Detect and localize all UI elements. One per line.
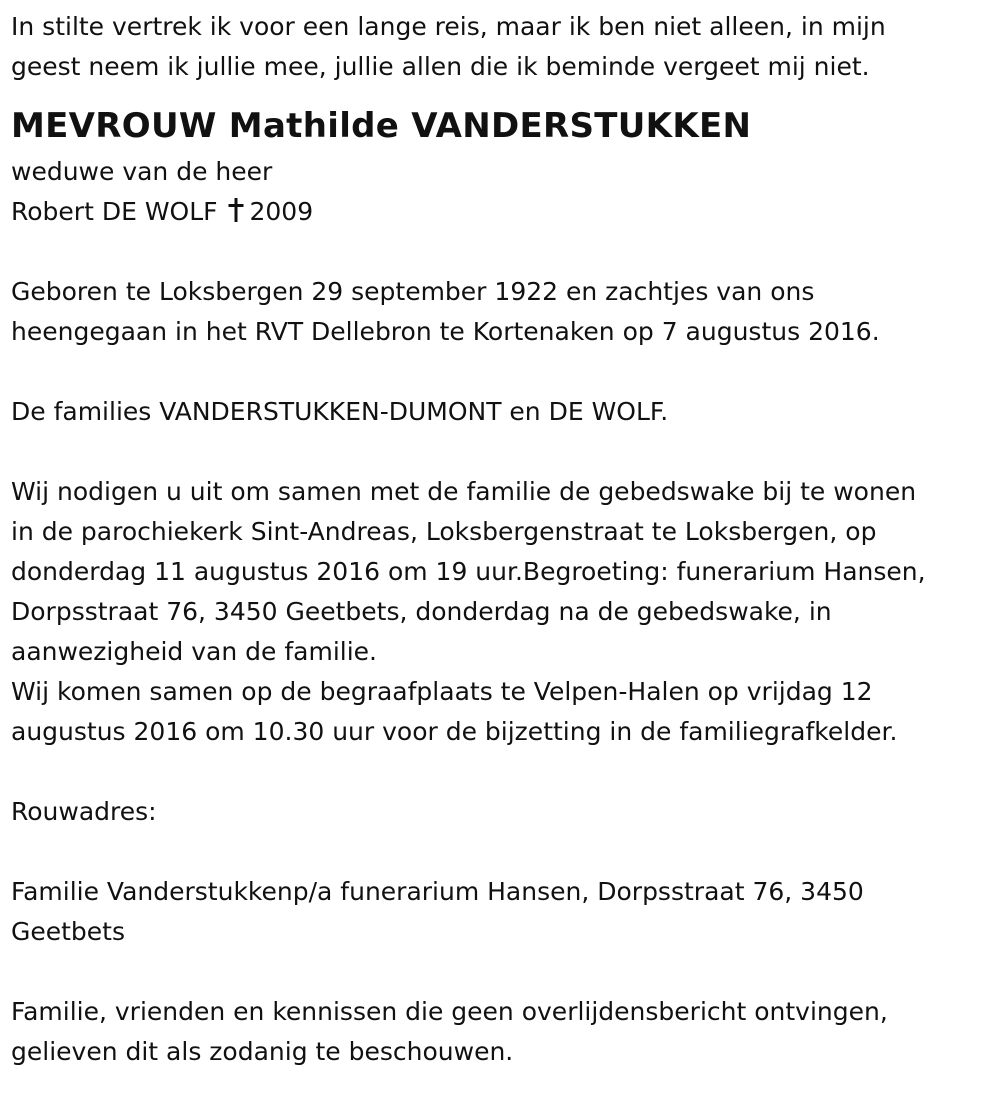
mourning-address-line-1: Familie Vanderstukkenp/a funerarium Hansen, Dorpsstraat 76, 3450 — [11, 877, 864, 906]
mourning-address-label: Rouwadres: — [11, 797, 157, 826]
invitation-line-4: Dorpsstraat 76, 3450 Geetbets, donderdag na de gebedswake, in — [11, 597, 832, 626]
closing-line-2: gelieven dit als zodanig te beschouwen. — [11, 1037, 514, 1066]
invitation-line-7: augustus 2016 om 10.30 uur voor de bijzetting in de familiegrafkelder. — [11, 717, 898, 746]
invitation-line-6: Wij komen samen op de begraafplaats te Velpen-Halen op vrijdag 12 — [11, 677, 873, 706]
spouse-death-year: 2009 — [249, 197, 314, 226]
motto-line-1: In stilte vertrek ik voor een lange reis, maar ik ben niet alleen, in mijn — [11, 12, 886, 41]
invitation-line-2: in de parochiekerk Sint-Andreas, Loksbergenstraat te Loksbergen, op — [11, 517, 877, 546]
mourning-address-line-2: Geetbets — [11, 917, 126, 946]
widow-line: weduwe van de heer — [11, 157, 273, 186]
families-line: De families VANDERSTUKKEN-DUMONT en DE WOLF. — [11, 397, 669, 426]
spouse-line — [11, 192, 991, 232]
obituary-notice — [11, 7, 991, 1072]
cross-icon — [227, 197, 245, 223]
invitation-line-5: aanwezigheid van de familie. — [11, 637, 377, 666]
spouse-name: Robert DE WOLF — [11, 197, 218, 226]
closing-line-1: Familie, vrienden en kennissen die geen overlijdensbericht ontvingen, — [11, 997, 888, 1026]
invitation-line-1: Wij nodigen u uit om samen met de familie de gebedswake bij te wonen — [11, 477, 917, 506]
motto-line-2: geest neem ik jullie mee, jullie allen die ik beminde vergeet mij niet. — [11, 52, 870, 81]
deceased-name: MEVROUW Mathilde VANDERSTUKKEN — [11, 106, 752, 146]
birth-line-2: heengegaan in het RVT Dellebron te Kortenaken op 7 augustus 2016. — [11, 317, 880, 346]
birth-line-1: Geboren te Loksbergen 29 september 1922 en zachtjes van ons — [11, 277, 815, 306]
invitation-line-3: donderdag 11 augustus 2016 om 19 uur.Begroeting: funerarium Hansen, — [11, 557, 926, 586]
